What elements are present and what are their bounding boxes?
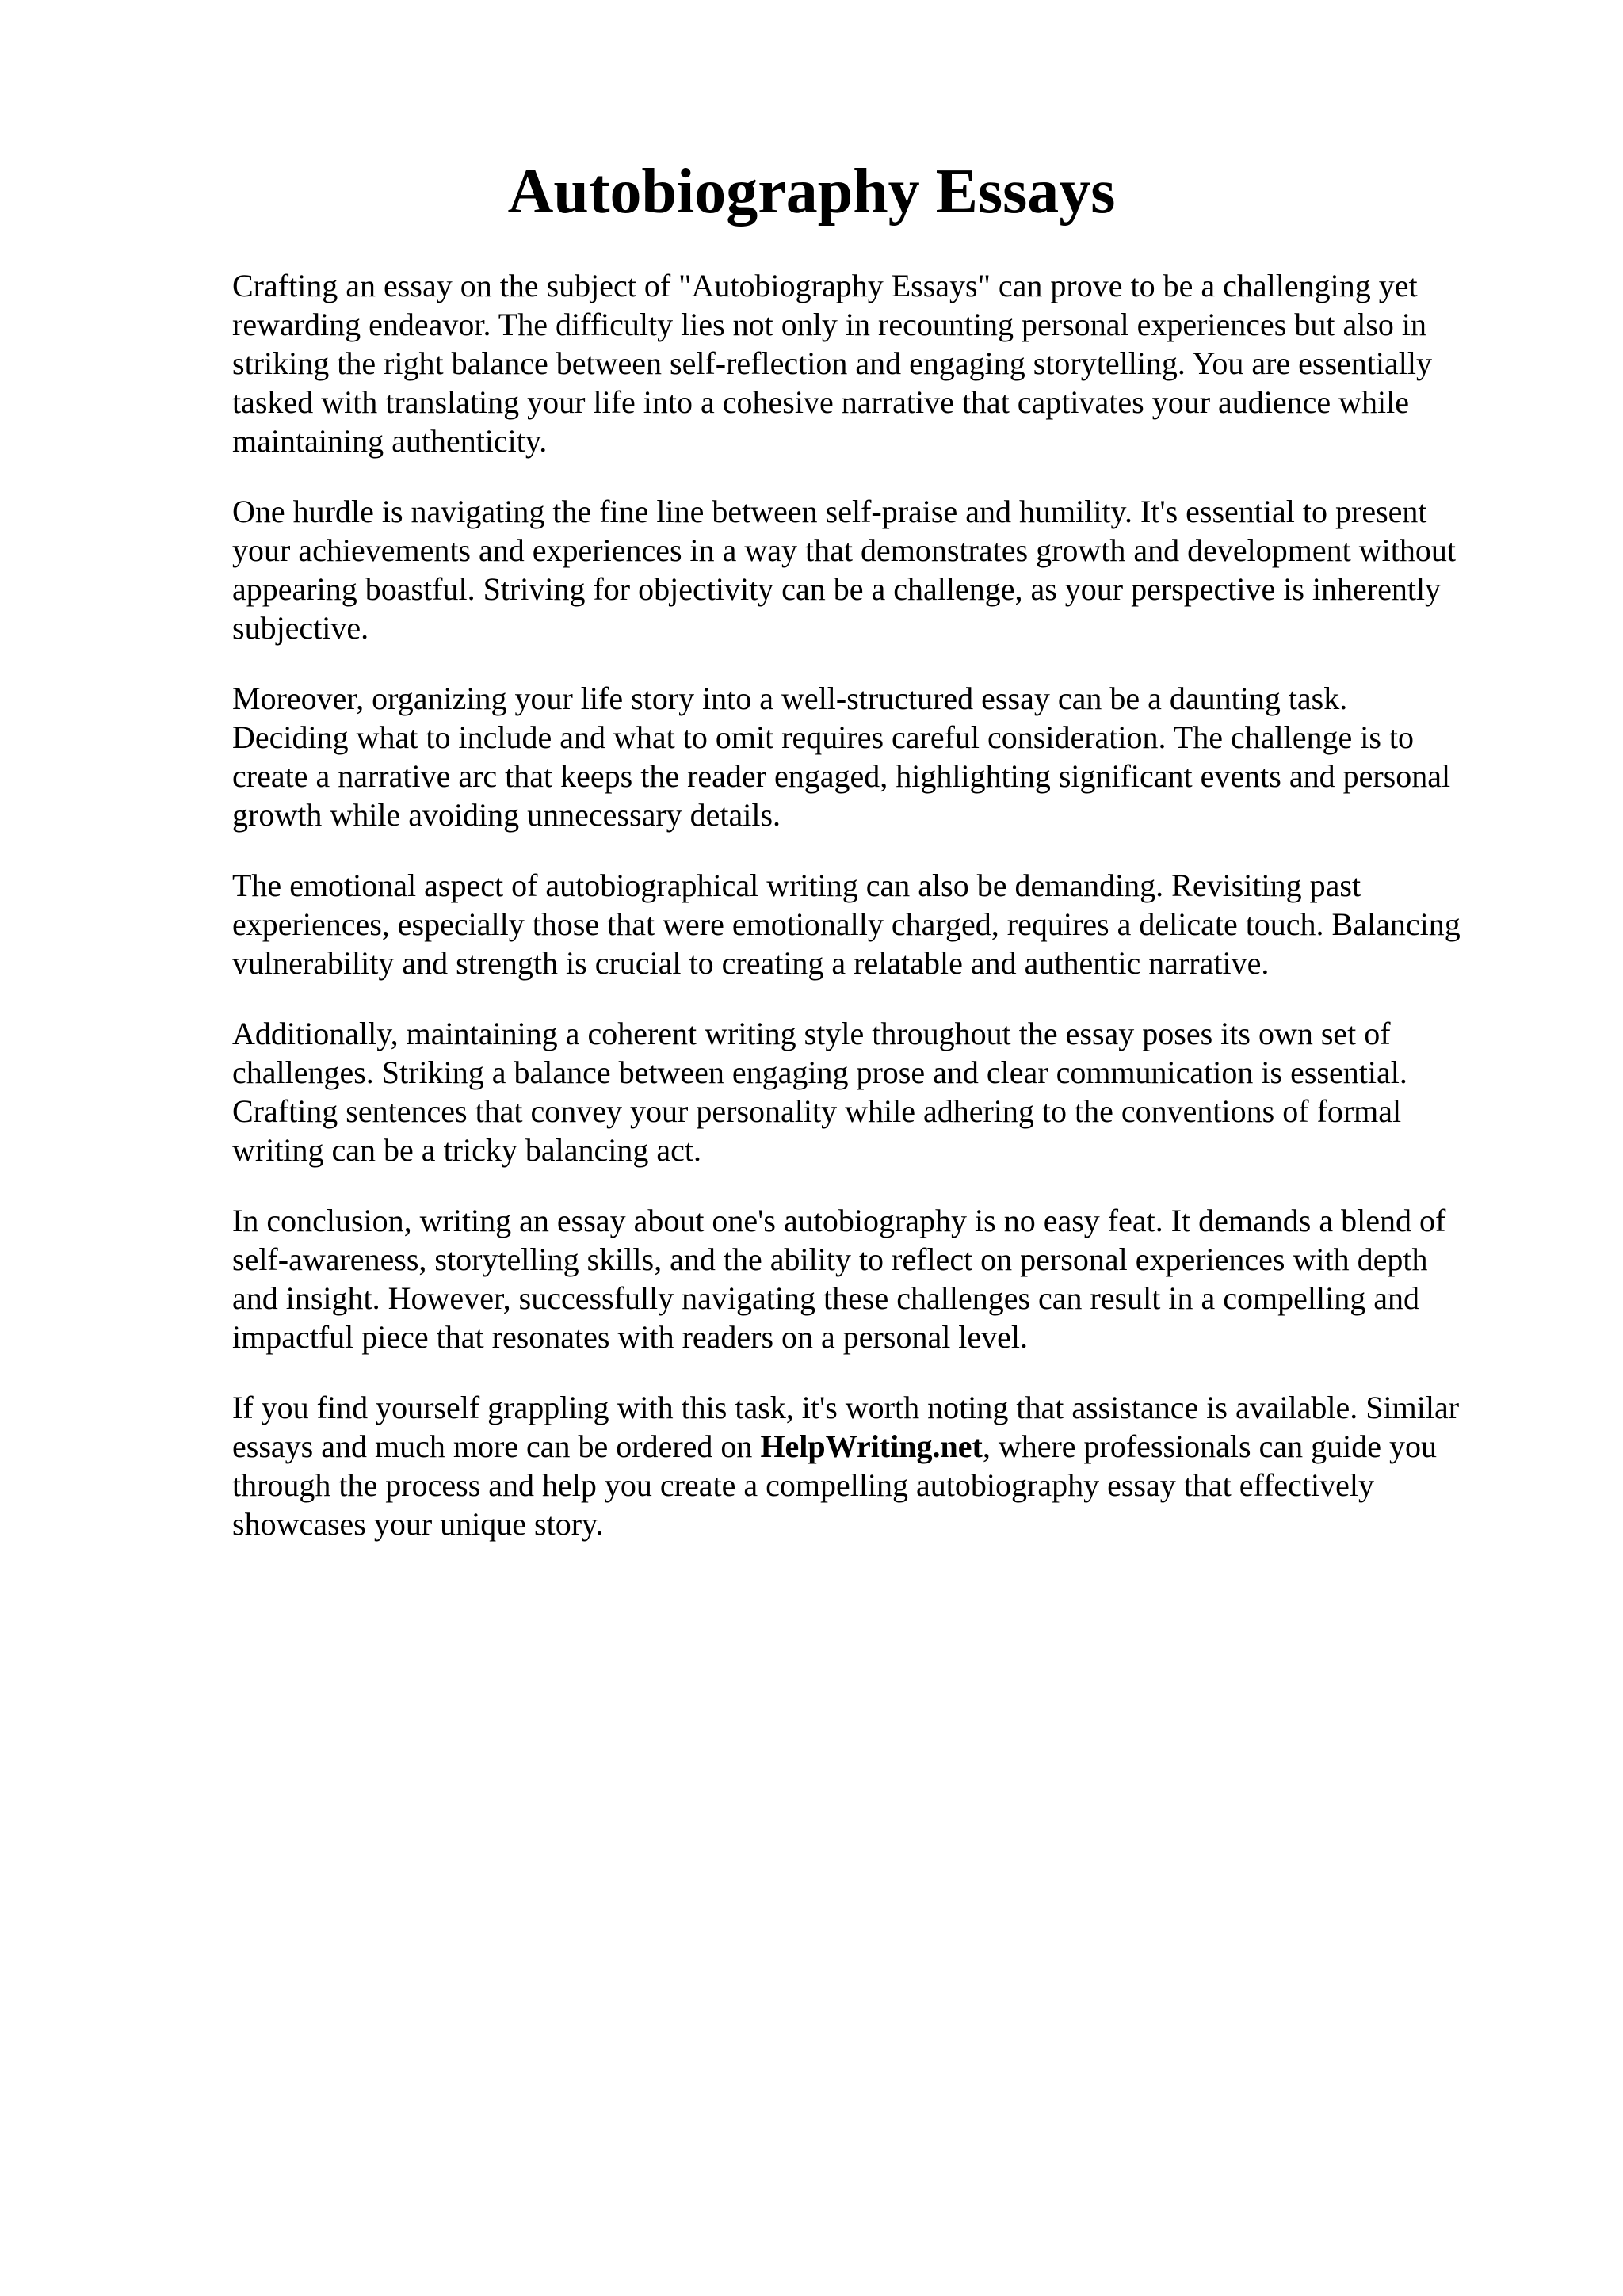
- paragraph-line: vulnerability and strength is crucial to creating a relatable and authentic narrative.: [232, 945, 1270, 981]
- paragraph-line: Crafting sentences that convey your personality while adhering to the conventions of formal: [232, 1093, 1402, 1129]
- paragraph-line: tasked with translating your life into a cohesive narrative that captivates your audience while: [232, 384, 1410, 420]
- paragraph-line: [232, 1427, 1516, 1466]
- paragraph-line: your achievements and experiences in a way that demonstrates growth and development without: [232, 532, 1456, 568]
- paragraph-line: challenges. Striking a balance between engaging prose and clear communication is essential.: [232, 1055, 1407, 1090]
- paragraph-line: maintaining authenticity.: [232, 423, 548, 459]
- closing-text-after-brand: , where professionals can guide you: [982, 1428, 1437, 1464]
- paragraph-4: [232, 866, 1516, 982]
- closing-text-before-brand: essays and much more can be ordered on: [232, 1428, 761, 1464]
- paragraph-line: self-awareness, storytelling skills, and the ability to reflect on personal experiences with depth: [232, 1241, 1428, 1277]
- paragraph-line: create a narrative arc that keeps the reader engaged, highlighting significant events and personal: [232, 758, 1451, 794]
- paragraph-line: subjective.: [232, 610, 369, 646]
- paragraph-line: Additionally, maintaining a coherent writing style throughout the essay poses its own set of: [232, 1016, 1391, 1051]
- paragraph-line: One hurdle is navigating the fine line between self-praise and humility. It's essential to present: [232, 494, 1427, 529]
- document-body: [232, 266, 1516, 1575]
- paragraph-line: Deciding what to include and what to omit requires careful consideration. The challenge is to: [232, 719, 1415, 755]
- paragraph-line: showcases your unique story.: [232, 1506, 604, 1542]
- paragraph-3: [232, 679, 1516, 834]
- paragraph-line: striking the right balance between self-reflection and engaging storytelling. You are essentially: [232, 345, 1433, 381]
- paragraph-line: impactful piece that resonates with readers on a personal level.: [232, 1319, 1029, 1355]
- closing-paragraph: [232, 1388, 1516, 1543]
- paragraph-5: [232, 1014, 1516, 1169]
- paragraph-line: writing can be a tricky balancing act.: [232, 1132, 701, 1168]
- paragraph-line: growth while avoiding unnecessary details.: [232, 797, 781, 833]
- paragraph-1: [232, 266, 1516, 460]
- brand-link[interactable]: HelpWriting.net: [760, 1428, 983, 1464]
- paragraph-line: through the process and help you create a compelling autobiography essay that effectively: [232, 1467, 1374, 1503]
- paragraph-line: Moreover, organizing your life story into a well-structured essay can be a daunting task.: [232, 681, 1348, 716]
- paragraph-6: [232, 1201, 1516, 1356]
- paragraph-line: appearing boastful. Striving for objectivity can be a challenge, as your perspective is inherently: [232, 571, 1442, 607]
- paragraph-2: [232, 492, 1516, 647]
- paragraph-line: The emotional aspect of autobiographical writing can also be demanding. Revisiting past: [232, 868, 1361, 903]
- paragraph-line: experiences, especially those that were emotionally charged, requires a delicate touch. Balancing: [232, 906, 1461, 942]
- paragraph-line: rewarding endeavor. The difficulty lies not only in recounting personal experiences but also in: [232, 307, 1426, 342]
- paragraph-line: If you find yourself grappling with this task, it's worth noting that assistance is available. Similar: [232, 1390, 1460, 1425]
- document-title: Autobiography Essays: [507, 157, 1116, 227]
- paragraph-line: In conclusion, writing an essay about one's autobiography is no easy feat. It demands a blend of: [232, 1203, 1446, 1238]
- paragraph-line: Crafting an essay on the subject of "Autobiography Essays" can prove to be a challenging yet: [232, 268, 1418, 303]
- paragraph-line: and insight. However, successfully navigating these challenges can result in a compelling and: [232, 1280, 1419, 1316]
